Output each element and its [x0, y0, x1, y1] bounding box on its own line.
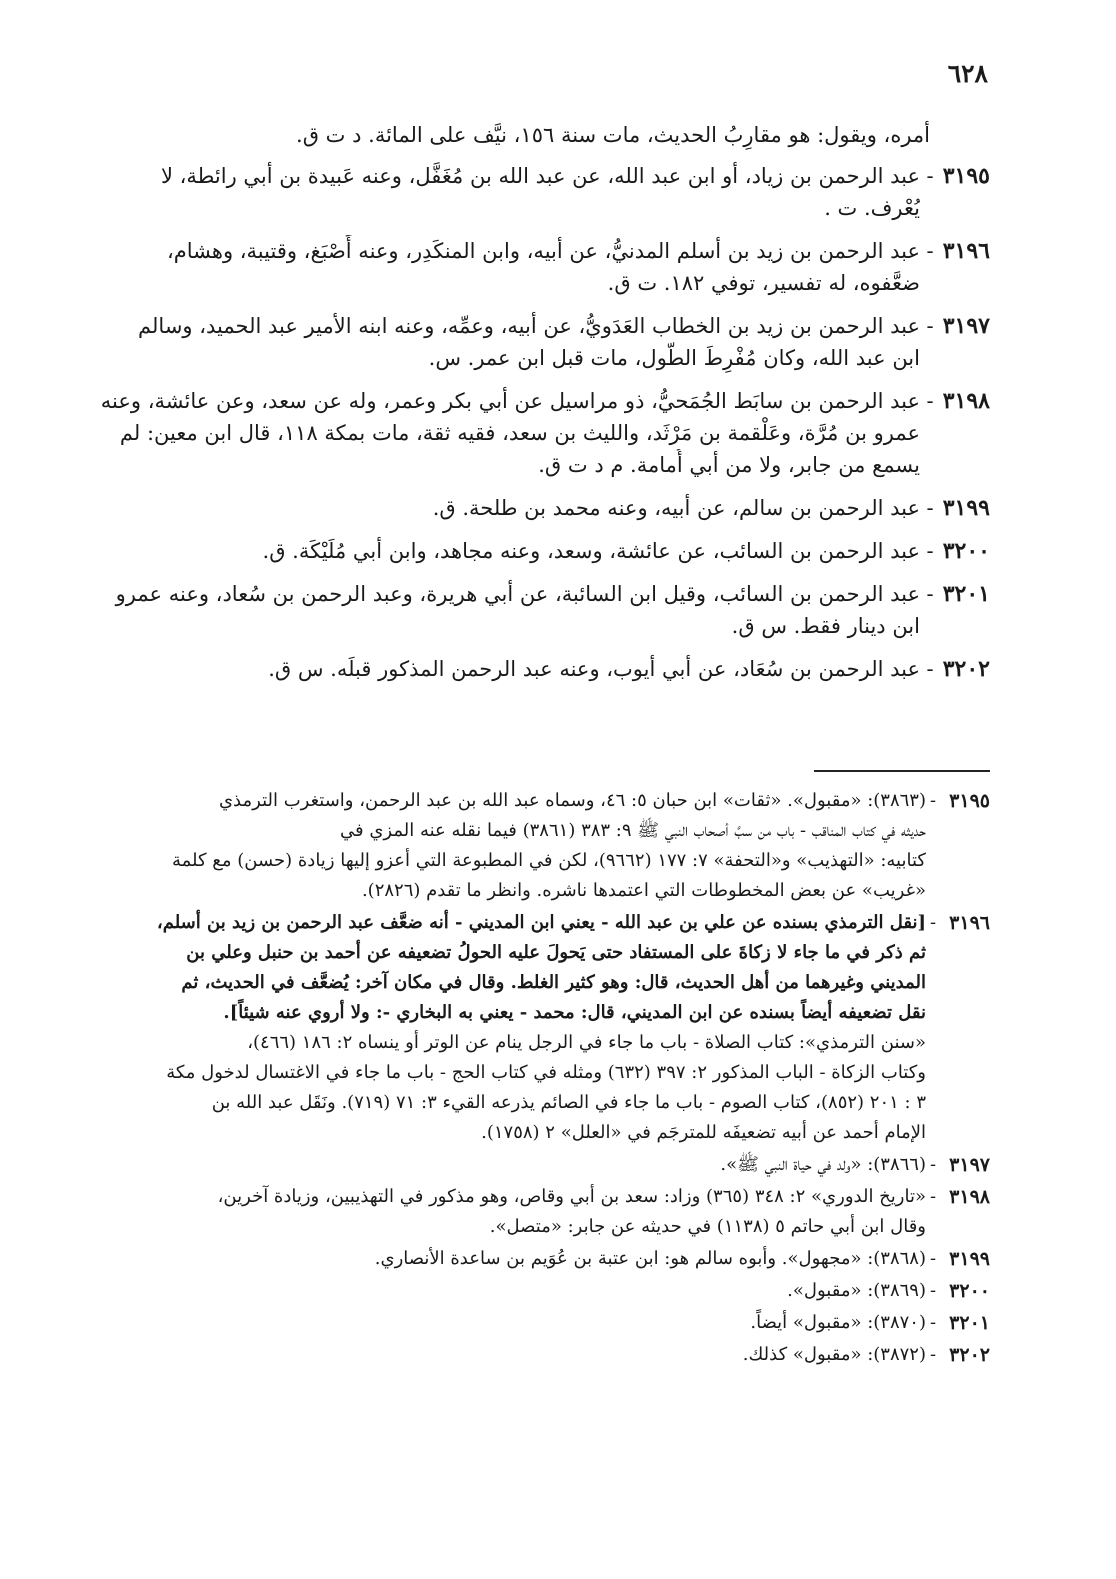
entry-dash: - [926, 657, 934, 681]
footnote-number: ٣١٩٧ [949, 1154, 990, 1176]
entry-number: ٣١٩٩ [942, 495, 990, 521]
entry-text [22, 492, 920, 524]
footnote-line: (٣٨٦٩): «مقبول». [787, 1280, 926, 1301]
entry-line: عمرو بن مُرَّة، وعَلْقمة بن مَرْثَد، والليث بن سعد، فقيه ثقة، مات بمكة ١١٨، قال ابن معين: لم [119, 421, 920, 445]
continuation-line: أمره، ويقول: هو مقارِبُ الحديث، مات سنة ١٥٦، نيَّف على المائة. د ت ق. [296, 123, 930, 147]
footnote-text [22, 1308, 926, 1338]
entry-line: عبد الرحمن بن زيد بن الخطاب العَدَويُّ، عن أبيه، وعمِّه، وعنه ابنه الأمير عبد الحميد، وسالم [138, 314, 920, 338]
entries-list [22, 160, 990, 696]
entry-number: ٣١٩٥ [942, 163, 990, 189]
footnote-line: الإمام أحمد عن أبيه تضعيفَه للمترجَم في «العلل» ٢ (١٧٥٨). [481, 1122, 926, 1143]
continuation-text [22, 121, 990, 149]
footnote-number: ٣١٩٥ [949, 790, 990, 812]
footnote-line: حديثه في كتاب المناقب - باب من سبَّ أصحاب النبي ﷺ ٩: ٣٨٣ (٣٨٦١) فيما نقله عنه المزي في [340, 820, 926, 841]
footnote-line: ثم ذكر في ما جاء لا زكاةَ على المستفاد حتى يَحولَ عليه الحولُ تضعيفه عن أحمد بن حنبل وعلي بن [186, 942, 926, 963]
footnote-line: «سنن الترمذي»: كتاب الصلاة - باب ما جاء في الرجل ينام عن الوتر أو ينساه ٢: ١٨٦ (٤٦٦)، [247, 1032, 926, 1053]
footnote-text [22, 786, 926, 906]
footnote-text [22, 1340, 926, 1370]
footnote-line: (٣٨٦٦): «ولد في حياة النبي ﷺ». [720, 1154, 926, 1175]
entry-dash: - [926, 496, 934, 520]
footnote-item [22, 1244, 990, 1274]
footnote-text [22, 908, 926, 1148]
footnote-line: نقل تضعيفه أيضاً بسنده عن ابن المديني، قال: محمد - يعني به البخاري -: ولا أروي عنه شيئاً]. [223, 1002, 926, 1023]
entry-dash: - [926, 239, 934, 263]
footnote-text [22, 1150, 926, 1180]
footnote-text [22, 1182, 926, 1242]
entry-number: ٣٢٠٢ [942, 656, 990, 682]
entry-line: عبد الرحمن بن السائب، عن عائشة، وسعد، وعنه مجاهد، وابن أبي مُلَيْكَة. ق. [262, 539, 920, 563]
footnote-dash: - [929, 1280, 937, 1301]
footnote-line: وقال ابن أبي حاتم ٥ (١١٣٨) في حديثه عن جابر: «متصل». [489, 1216, 926, 1237]
entry-number: ٣٢٠١ [942, 581, 990, 607]
entry-item [22, 160, 990, 224]
footnote-line: (٣٨٦٨): «مجهول». وأبوه سالم هو: ابن عتبة بن عُوَيم بن ساعدة الأنصاري. [374, 1248, 926, 1269]
entry-number: ٣١٩٨ [942, 388, 990, 414]
footnote-line: المديني وغيرهما من أهل الحديث، قال: وهو كثير الغلط. وقال في مكان آخر: يُضعَّف في الحديث، ثم [181, 972, 926, 993]
entry-line: ضعَّفوه، له تفسير، توفي ١٨٢. ت ق. [607, 271, 920, 295]
footnote-item [22, 1276, 990, 1306]
entry-number: ٣٢٠٠ [942, 538, 990, 564]
entry-line: ابن عبد الله، وكان مُفْرِطَ الطُّول، مات قبل ابن عمر. س. [428, 346, 920, 370]
entry-line: عبد الرحمن بن السائب، وقيل ابن السائبة، عن أبي هريرة، وعبد الرحمن بن سُعاد، وعنه عمرو [115, 582, 920, 606]
footnote-line: (٣٨٧٢): «مقبول» كذلك. [742, 1344, 926, 1365]
entry-item [22, 578, 990, 642]
footnote-line: [نقل الترمذي بسنده عن علي بن عبد الله - يعني ابن المديني - أنه ضعَّف عبد الرحمن بن زيد بن أسلم، [156, 912, 926, 933]
entry-item [22, 653, 990, 685]
footnote-line: (٣٨٧٠): «مقبول» أيضاً. [750, 1312, 926, 1333]
entry-text [22, 535, 920, 567]
entry-text [22, 578, 920, 642]
footnote-item [22, 908, 990, 1148]
entry-number: ٣١٩٦ [942, 238, 990, 264]
footnote-item [22, 786, 990, 906]
entry-dash: - [926, 539, 934, 563]
footnote-divider [814, 770, 990, 772]
footnote-line: وكتاب الزكاة - الباب المذكور ٢: ٣٩٧ (٦٣٢) ومثله في كتاب الحج - باب ما جاء في الاغتسال لدخول مكة [166, 1062, 926, 1083]
entry-line: عبد الرحمن بن سابَط الجُمَحيُّ، ذو مراسيل عن أبي بكر وعمر، وله عن سعد، وعن عائشة، وعنه [100, 389, 920, 413]
footnotes-list [22, 786, 990, 1372]
footnote-number: ٣١٩٨ [949, 1186, 990, 1208]
footnote-dash: - [929, 1312, 937, 1333]
footnote-line: «غريب» عن بعض المخطوطات التي اعتمدها ناشره. وانظر ما تقدم (٢٨٢٦). [361, 880, 926, 901]
footnote-number: ٣٢٠٠ [949, 1280, 990, 1302]
entry-line: ابن دينار فقط. س ق. [731, 614, 920, 638]
footnote-text [22, 1244, 926, 1274]
footnote-dash: - [929, 1186, 937, 1207]
page-number: ٦٢٨ [947, 59, 988, 88]
footnote-number: ٣٢٠١ [949, 1312, 990, 1334]
footnote-item [22, 1340, 990, 1370]
entry-text [22, 235, 920, 299]
footnote-number: ٣٢٠٢ [949, 1344, 990, 1366]
entry-text [22, 385, 920, 481]
footnote-number: ٣١٩٦ [949, 912, 990, 934]
entry-dash: - [926, 314, 934, 338]
entry-item [22, 385, 990, 481]
footnote-line: كتابيه: «التهذيب» و«التحفة» ٧: ١٧٧ (٩٦٦٢)، لكن في المطبوعة التي أعزو إليها زيادة (حسن) مع كلمة [171, 850, 926, 871]
footnote-dash: - [929, 1344, 937, 1365]
entry-text [22, 310, 920, 374]
entry-text [22, 160, 920, 224]
footnote-text [22, 1276, 926, 1306]
entry-line: عبد الرحمن بن زياد، أو ابن عبد الله، عن عبد الله بن مُغَفَّل، وعنه عَبيدة بن أبي رائطة، لا [160, 164, 920, 188]
footnote-dash: - [929, 912, 937, 933]
entry-item [22, 492, 990, 524]
entry-line: يسمع من جابر، ولا من أبي أُمامة. م د ت ق. [538, 453, 920, 477]
entry-text [22, 653, 920, 685]
entry-item [22, 310, 990, 374]
entry-line: يُعْرف. ت . [824, 196, 920, 220]
entry-number: ٣١٩٧ [942, 313, 990, 339]
footnote-line: ٣ : ٢٠١ (٨٥٢)، كتاب الصوم - باب ما جاء في الصائم يذرعه القيء ٣: ٧١ (٧١٩). ونَقَل عبد الله بن [211, 1092, 926, 1113]
entry-line: عبد الرحمن بن زيد بن أسلم المدنيُّ، عن أبيه، وابن المنكَدِر، وعنه أَصْبَغ، وقتيبة، وهشام، [166, 239, 920, 263]
entry-item [22, 535, 990, 567]
entry-line: عبد الرحمن بن سُعَاد، عن أبي أيوب، وعنه عبد الرحمن المذكور قبلَه. س ق. [268, 657, 920, 681]
entry-dash: - [926, 164, 934, 188]
footnote-item [22, 1182, 990, 1242]
footnote-line: (٣٨٦٣): «مقبول». «ثقات» ابن حبان ٥: ٤٦، وسماه عبد الله بن عبد الرحمن، واستغرب الترمذي [218, 790, 926, 811]
entry-dash: - [926, 389, 934, 413]
entry-item [22, 235, 990, 299]
footnote-item [22, 1150, 990, 1180]
footnote-dash: - [929, 1154, 937, 1175]
footnote-line: «تاريخ الدوري» ٢: ٣٤٨ (٣٦٥) وزاد: سعد بن أبي وقاص، وهو مذكور في التهذيبين، وزيادة آخرين، [217, 1186, 926, 1207]
book-page [22, 0, 990, 1579]
entry-line: عبد الرحمن بن سالم، عن أبيه، وعنه محمد بن طلحة. ق. [432, 496, 920, 520]
entry-dash: - [926, 582, 934, 606]
footnote-dash: - [929, 1248, 937, 1269]
footnote-item [22, 1308, 990, 1338]
footnote-number: ٣١٩٩ [949, 1248, 990, 1270]
footnote-dash: - [929, 790, 937, 811]
